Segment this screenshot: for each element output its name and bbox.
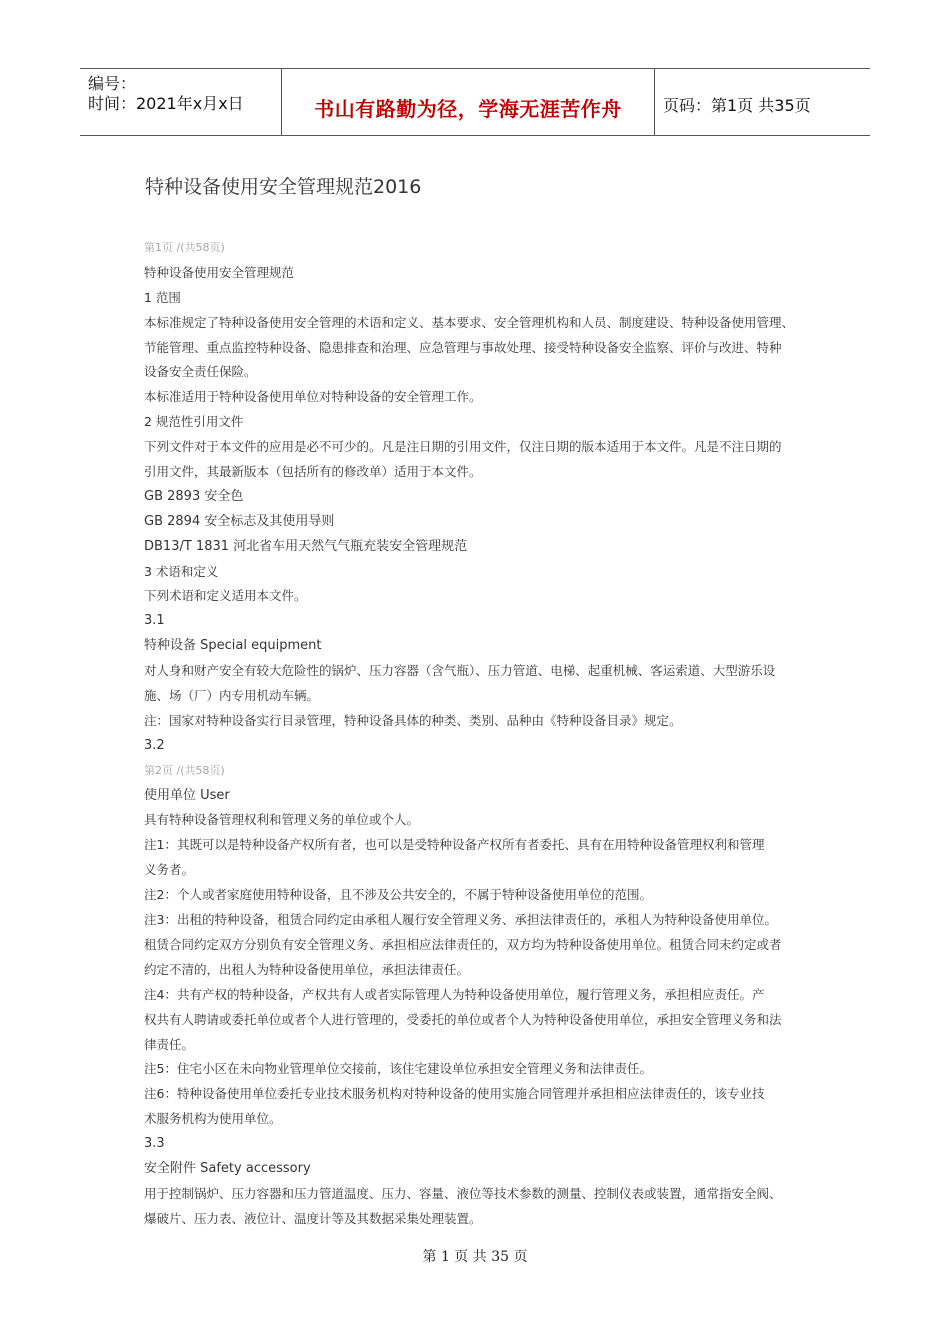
page-header xyxy=(80,68,870,136)
header-middle-cell xyxy=(282,69,655,135)
header-motto: 书山有路勤为径，学海无涯苦作舟 xyxy=(314,97,622,121)
body-line: 1 范围 xyxy=(144,289,181,305)
body-line: 注5：住宅小区在未向物业管理单位交接前，该住宅建设单位承担安全管理义务和法律责任。 xyxy=(144,1061,652,1077)
body-line: 律责任。 xyxy=(144,1036,195,1052)
body-line: 本标准适用于特种设备使用单位对特种设备的安全管理工作。 xyxy=(144,389,482,405)
page-marker: 第2页 /(共58页) xyxy=(144,763,225,777)
body-line: 爆破片、压力表、液位计、温度计等及其数据采集处理装置。 xyxy=(144,1210,482,1226)
body-line: 权共有人聘请或委托单位或者个人进行管理的，受委托的单位或者个人为特种设备使用单位，承担安全管理义务和法 xyxy=(144,1011,782,1027)
body-line: 3.1 xyxy=(144,613,165,629)
body-line: 注：国家对特种设备实行目录管理，特种设备具体的种类、类别、品种由《特种设备目录》规定。 xyxy=(144,712,682,728)
header-right-cell xyxy=(655,69,870,135)
body-line: 注4：共有产权的特种设备，产权共有人或者实际管理人为特种设备使用单位，履行管理义务，承担相应责任。产 xyxy=(144,986,765,1002)
document-title: 特种设备使用安全管理规范2016 xyxy=(145,176,422,198)
body-line: DB13/T 1831 河北省车用天然气气瓶充装安全管理规范 xyxy=(144,538,468,554)
body-line: 用于控制锅炉、压力容器和压力管道温度、压力、容量、液位等技术参数的测量、控制仪表或装置，通常指安全阀、 xyxy=(144,1185,782,1201)
body-line: 引用文件，其最新版本（包括所有的修改单）适用于本文件。 xyxy=(144,464,482,480)
body-line: 3.3 xyxy=(144,1136,165,1152)
body-line: 特种设备使用安全管理规范 xyxy=(144,264,295,280)
body-line: 租赁合同约定双方分别负有安全管理义务、承担相应法律责任的，双方均为特种设备使用单位。租赁合同未约定或者 xyxy=(144,936,782,952)
document-body xyxy=(144,236,812,1232)
body-line: 2 规范性引用文件 xyxy=(144,414,244,430)
body-line: 术服务机构为使用单位。 xyxy=(144,1111,282,1127)
document-number-label: 编号： xyxy=(88,74,137,93)
body-line: 注1：其既可以是特种设备产权所有者，也可以是受特种设备产权所有者委托、具有在用特种设备管理权利和管理 xyxy=(144,837,765,853)
body-line: 节能管理、重点监控特种设备、隐患排查和治理、应急管理与事故处理、接受特种设备安全监察、评价与改进、特种 xyxy=(144,339,782,355)
body-line: 安全附件 Safety accessory xyxy=(144,1160,311,1176)
body-line: 注2：个人或者家庭使用特种设备，且不涉及公共安全的，不属于特种设备使用单位的范围。 xyxy=(144,887,652,903)
body-line: 对人身和财产安全有较大危险性的锅炉、压力容器（含气瓶）、压力管道、电梯、起重机械、客运索道、大型游乐设 xyxy=(144,663,776,679)
page-footer: 第 1 页 共 35 页 xyxy=(422,1249,528,1265)
header-left-cell xyxy=(80,69,282,135)
body-line: 注3：出租的特种设备，租赁合同约定由承租人履行安全管理义务、承担法律责任的，承租人为特种设备使用单位。 xyxy=(144,912,777,928)
body-line: 下列文件对于本文件的应用是必不可少的。凡是注日期的引用文件，仅注日期的版本适用于本文件。凡是不注日期的 xyxy=(144,439,782,455)
body-line: 具有特种设备管理权利和管理义务的单位或个人。 xyxy=(144,812,420,828)
body-line: 施、场（厂）内专用机动车辆。 xyxy=(144,688,320,704)
body-line: 约定不清的，出租人为特种设备使用单位，承担法律责任。 xyxy=(144,961,470,977)
body-line: 注6：特种设备使用单位委托专业技术服务机构对特种设备的使用实施合同管理并承担相应法律责任的，该专业技 xyxy=(144,1086,765,1102)
header-page-label: 页码：第1页 共35页 xyxy=(663,96,811,115)
body-line: 特种设备 Special equipment xyxy=(144,638,322,654)
document-time-label: 时间：2021年x月x日 xyxy=(88,94,244,113)
page-marker: 第1页 /(共58页) xyxy=(144,241,225,254)
body-line: 3.2 xyxy=(144,737,165,753)
body-line: 本标准规定了特种设备使用安全管理的术语和定义、基本要求、安全管理机构和人员、制度建设、特种设备使用管理、 xyxy=(144,314,795,330)
body-line: 义务者。 xyxy=(144,862,195,878)
body-line: 使用单位 User xyxy=(144,787,230,803)
body-line: 3 术语和定义 xyxy=(144,563,219,579)
body-line: GB 2894 安全标志及其使用导则 xyxy=(144,513,335,529)
body-line: 下列术语和定义适用本文件。 xyxy=(144,588,307,604)
body-line: 设备安全责任保险。 xyxy=(144,364,257,380)
body-line: GB 2893 安全色 xyxy=(144,488,244,504)
